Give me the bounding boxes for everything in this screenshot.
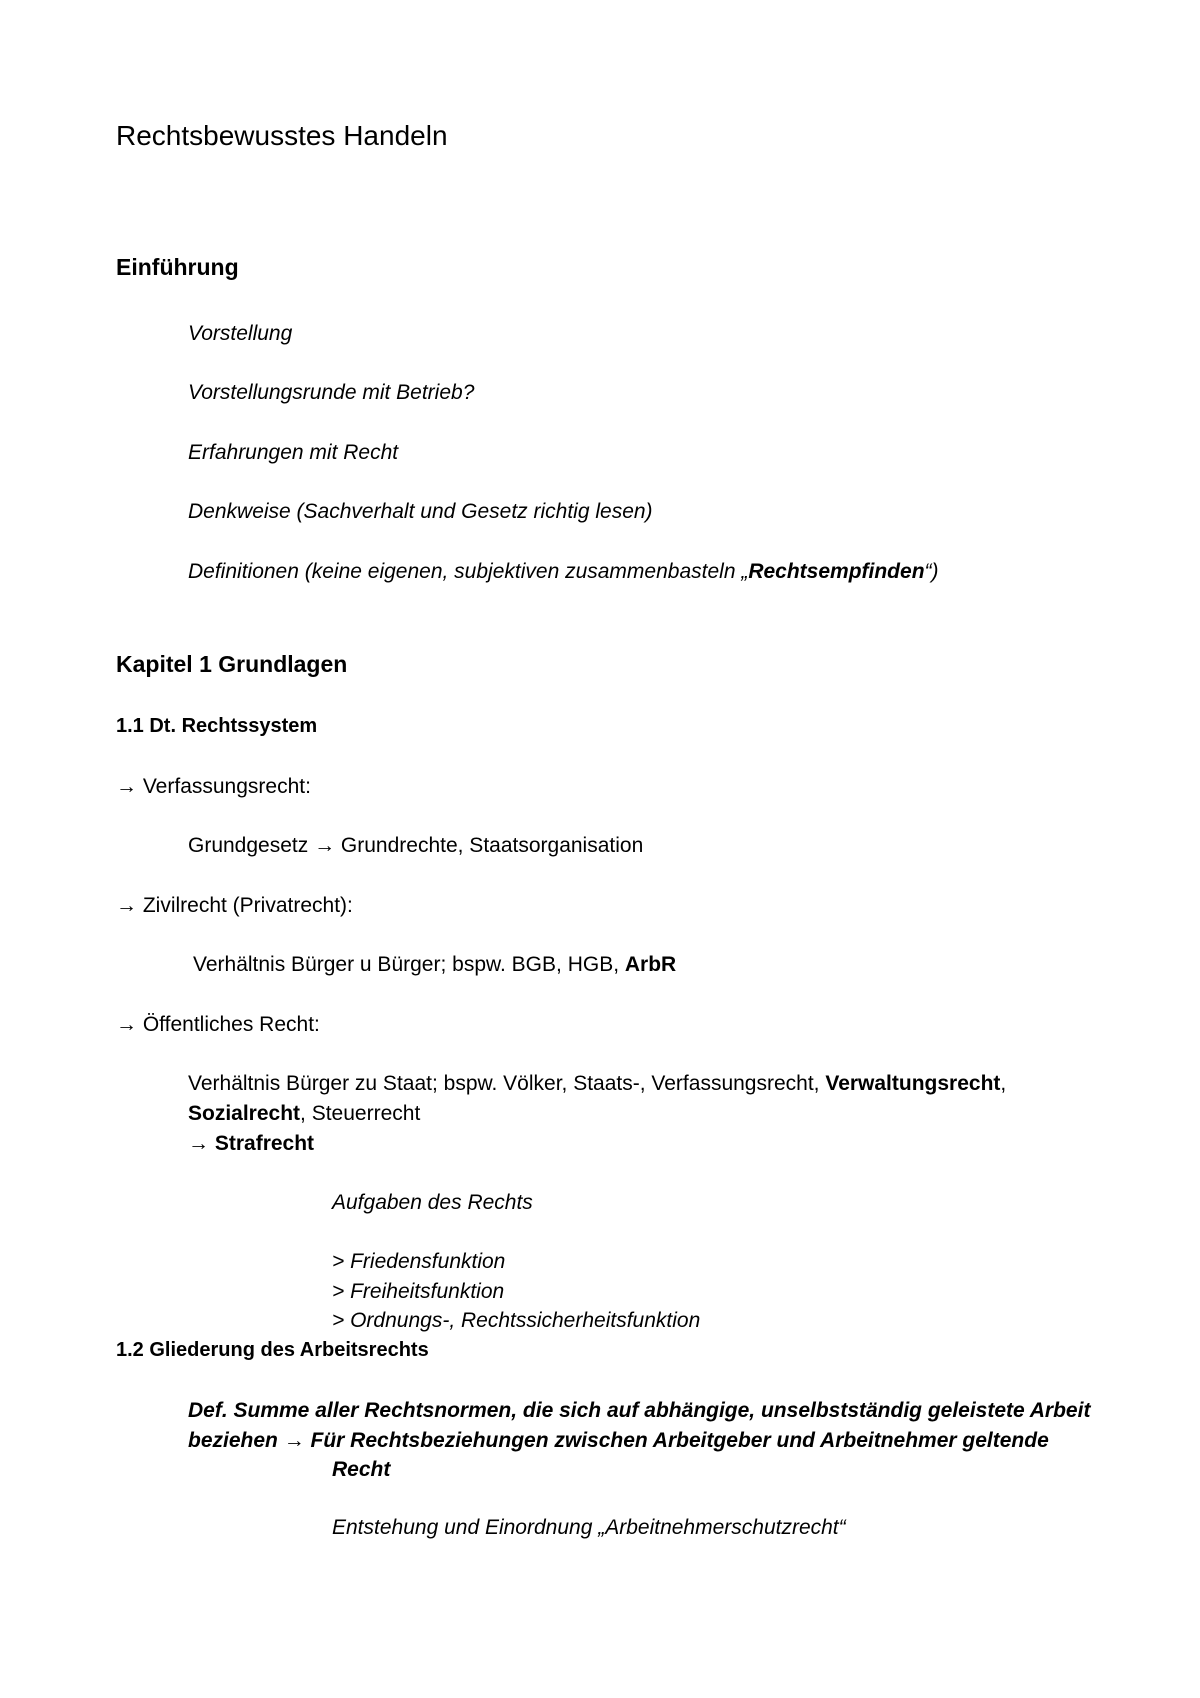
section-1-1-heading: 1.1 Dt. Rechtssystem [116, 715, 318, 737]
arbeitsrecht-definition-line2: beziehen → Für Rechtsbeziehungen zwischen Arbeitgeber und Arbeitnehmer geltende [188, 1429, 1049, 1452]
arbeitsrecht-definition-line1: Def. Summe aller Rechtsnormen, die sich auf abhängige, unselbstständig geleistete Arbeit [188, 1399, 1091, 1422]
definition-close: “) [924, 560, 939, 583]
aufgaben-item-freiheit: > Freiheitsfunktion [332, 1280, 505, 1303]
sozialrecht-bold: Sozialrecht [188, 1102, 301, 1125]
intro-item-erfahrungen: Erfahrungen mit Recht [188, 441, 399, 464]
intro-item-definitionen [188, 561, 939, 582]
strafrecht-bold: Strafrecht [214, 1132, 315, 1155]
oeffentliches-recht-detail-line1 [188, 1073, 1006, 1094]
verwaltungsrecht-bold: Verwaltungsrecht [825, 1072, 1001, 1095]
section-1-2-heading: 1.2 Gliederung des Arbeitsrechts [116, 1339, 429, 1361]
aufgaben-item-frieden: > Friedensfunktion [332, 1250, 506, 1273]
oeffentliches-recht-label: → Öffentliches Recht: [116, 1013, 320, 1036]
strafrecht-arrow: → [188, 1132, 215, 1155]
zivilrecht-detail-bold: ArbR [624, 953, 677, 976]
steuerrecht-text: , Steuerrecht [300, 1102, 421, 1125]
aufgaben-heading: Aufgaben des Rechts [332, 1191, 533, 1214]
strafrecht-line [188, 1133, 314, 1154]
oeffentliches-recht-detail-text: Verhältnis Bürger zu Staat; bspw. Völker, Staats-, Verfassungsrecht, [188, 1072, 826, 1095]
entstehung-line: Entstehung und Einordnung „Arbeitnehmerschutzrecht“ [332, 1516, 846, 1539]
oeffentliches-recht-detail-line2 [188, 1103, 420, 1124]
zivilrecht-detail [193, 954, 676, 975]
zivilrecht-detail-text: Verhältnis Bürger u Bürger; bspw. BGB, HGB, [193, 953, 625, 976]
intro-item-vorstellungsrunde: Vorstellungsrunde mit Betrieb? [188, 381, 475, 404]
document-title: Rechtsbewusstes Handeln [116, 120, 448, 151]
intro-item-denkweise: Denkweise (Sachverhalt und Gesetz richtig lesen) [188, 500, 653, 523]
arbeitsrecht-definition-line3: Recht [332, 1458, 391, 1481]
verfassungsrecht-label: → Verfassungsrecht: [116, 775, 311, 798]
aufgaben-item-ordnung: > Ordnungs-, Rechtssicherheitsfunktion [332, 1309, 701, 1332]
chapter1-heading: Kapitel 1 Grundlagen [116, 651, 348, 677]
zivilrecht-label: → Zivilrecht (Privatrecht): [116, 894, 353, 917]
intro-heading: Einführung [116, 254, 239, 280]
oeffentliches-recht-comma: , [1000, 1072, 1007, 1095]
definition-text: Definitionen (keine eigenen, subjektiven zusammenbasteln „ [188, 560, 749, 583]
intro-item-vorstellung: Vorstellung [188, 322, 293, 345]
verfassungsrecht-detail: Grundgesetz → Grundrechte, Staatsorganisation [188, 834, 644, 857]
definition-bold-term: Rechtsempfinden [748, 560, 925, 583]
